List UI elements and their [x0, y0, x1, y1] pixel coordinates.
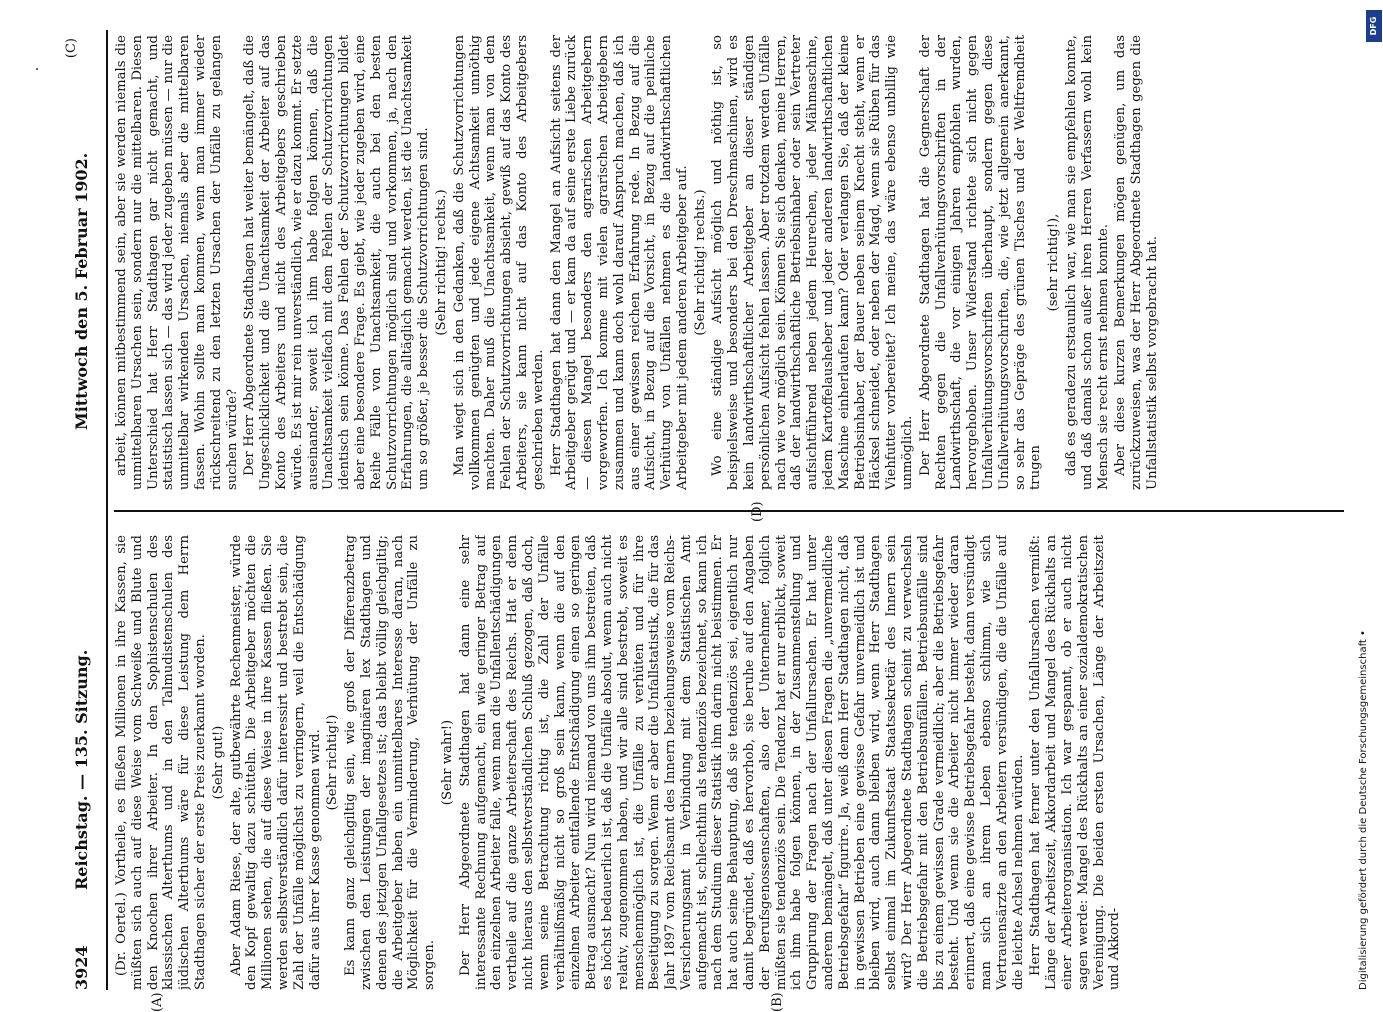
page-header	[60, 30, 106, 990]
session-title: Reichstag. — 135. Sitzung.	[72, 649, 91, 890]
margin-marker-c: (C)	[64, 38, 79, 59]
paragraph: Der Herr Abgeordnete Stadthagen hat die Gegnerschaft der Rechten gegen die Unfallverhütungsvorschriften in der Landwirthschaft, die vor einigen Jahren empfohlen wurden, hervorgehoben. Unser Widerstand richtete sich nicht gegen Unfallverhütungsvorschriften überhaupt, sondern gegen diese Unfallverhütungsvorschriften, die, wie jetzt allgemein anerkannt, so sehr das Gepräge des grünen Tisches und der Weltfremdheit trugen	[917, 35, 1044, 490]
dfg-logo	[1366, 10, 1382, 42]
paragraph: Der Herr Abgeordnete Stadthagen hat weiter bemängelt, daß die Ungeschicklichkeit und die Unachtsamkeit der Arbeiter auf das Konto des Arbeiters und nicht des Arbeitgebers geschrieben würde. Es ist mir rein unverständlich, wie er dazu kommt. Er setzte auseinander, soweit ich ihm habe folgen können, daß die Unachtsamkeit vielfach mit dem Fehlen der Schutzvorrichtungen identisch sein könne. Das Fehlen der Schutzvorrichtungen bildet aber eine besondere Frage. Es giebt, wie jeder zugeben wird, eine Reihe Fälle von Unachtsamkeit, die auch bei den besten Schutzvorrichtungen möglich sind und vorkommen, ja, nach den Erfahrungen, die alltäglich gemacht werden, ist die Unachtsamkeit um so größer, je besser die Schutzvorrichtungen sind.	[242, 35, 432, 490]
paragraph: Es kann ganz gleichgiltig sein, wie groß der Differenzbetrag zwischen den Leistungen der imaginären lex Stadthagen und denen des jetzigen Unfallgesetzes ist; das bleibt völlig gleichgiltig; die Arbeitgeber haben ein unmittelbares Interesse daran, nach Möglichkeit für die Verminderung, Verhütung der Unfälle zu sorgen.	[343, 535, 438, 990]
paragraph: daß es geradezu erstaunlich war, wie man sie empfehlen konnte, und daß damals schon außer ihren Herren Verfassern wohl kein Mensch sie recht ernst nehmen konnte.	[1064, 35, 1111, 490]
dfg-logo-text: DFG	[1369, 16, 1378, 36]
session-date: Mittwoch den 5. Februar 1902.	[72, 152, 91, 430]
page-number: 3924	[72, 945, 91, 990]
margin-marker-b: (B)	[770, 992, 785, 1012]
paragraph: (Dr. Oertel.) Vortheile, es fließen Millionen in ihre Kassen, sie müßten sich auch auf diese Weise vom Schweiße und Blute und den Knochen ihrer Arbeiter. In den Sophistenschulen des klassischen Alterthums und in den Talmudistenschulen des jüdischen Alterthums wäre für diese Leistung dem Herrn Stadthagen sicher der erste Preis zuerkannt worden.	[114, 535, 208, 990]
scan-speck	[36, 68, 38, 70]
paragraph: arbeit, können mitbestimmend sein, aber sie werden niemals die unmittelbaren Ursachen sein, sondern nur die mittelbaren. Diesen Unterschied hat Herr Stadthagen gar nicht gemacht, und statistisch lassen sich — das wird jeder zugeben müssen — nur die unmittelbar wirkenden Ursachen, niemals aber die mittelbaren fassen. Wohin sollte man kommen, wenn man immer wieder rückschreitend zu den letzten Ursachen der Unfälle zu gelangen suchen würde?	[114, 35, 240, 490]
left-column	[114, 535, 1344, 990]
paragraph: Man wiegt sich in den Gedanken, daß die Schutzvorrichtungen vollkommen genügten und jede eigene Achtsamkeit unnöthig machten. Daher muß die Unachtsamkeit, wenn man von dem Fehlen der Schutzvorrichtungen absieht, gewiß auf das Konto des Arbeiters, sie kann nicht auf das Konto des Arbeitgebers geschrieben werden.	[451, 35, 546, 490]
paragraph: Wo eine ständige Aufsicht möglich und nöthig ist, so beispielsweise und besonders bei den Dreschmaschinen, wird es kein landwirthschaftlicher Arbeitgeber an dieser ständigen persönlichen Aufsicht fehlen lassen. Aber trotzdem werden Unfälle nach wie vor möglich sein. Können Sie sich denken, meine Herren, daß der landwirthschaftliche Betriebsinhaber oder sein Vertreter aufsichtführend neben jedem Heurechen, jeder Mähmaschine, jedem Kartoffelausheber und jeder anderen landwirthschaftlichen Maschine einherlaufen kann? Oder verlangen Sie, daß der kleine Betriebsinhaber, der Bauer neben seinem Knecht steht, wenn er Häcksel schneidet, oder neben der Magd, wenn sie Rüben für das Viehfutter vorbereitet? Ich meine, das wäre ebenso unbillig wie unmöglich.	[710, 35, 916, 490]
paragraph: Aber diese kurzen Bemerkungen mögen genügen, um das zurückzuweisen, was der Herr Abgeordnete Stadthagen gegen die Unfallstatistik selbst vorgebracht hat.	[1113, 35, 1160, 490]
interjection: (Sehr wahr!)	[439, 719, 455, 806]
paragraph: Herr Stadthagen hat dann den Mangel an Aufsicht seitens der Arbeitgeber gerügt und — er kam da auf seine erste Liebe zurück — diesen Mangel besonders den agrarischen Arbeitgebern vorgeworfen. Ich komme mit vielen agrarischen Arbeitgebern zusammen und kann doch wohl darauf Anspruch machen, daß ich aus einer gewissen reichen Erfahrung rede. In Bezug auf die Aufsicht, in Bezug auf die Vorsicht, in Bezug auf die peinliche Verhütung von Unfällen nehmen es die landwirthschaftlichen Arbeitgeber mit jedem anderen Arbeitgeber auf.	[548, 35, 690, 490]
header-rule	[106, 30, 108, 990]
interjection: (Sehr richtig!)	[325, 714, 341, 811]
right-column	[114, 35, 1344, 490]
interjection: (sehr richtig!),	[1046, 213, 1062, 312]
rotated-scan-page	[60, 30, 1360, 1012]
digitization-credit	[1352, 10, 1376, 990]
paragraph: Der Herr Abgeordnete Stadthagen hat dann eine sehr interessante Rechnung aufgemacht, ein wie geringer Betrag auf den einzelnen Arbeiter falle, wenn man die Unfallentschädigungen vertheile auf die ganze Arbeiterschaft des Reichs. Hat er denn nicht hieraus den selbstverständlichen Schluß gezogen, daß doch, wenn seine Betrachtung richtig ist, die Zahl der Unfälle verhältnißmäßig nicht so groß sein kann, wenn die auf den einzelnen Arbeiter entfallende Entschädigung einen so geringen Betrag ausmacht? Nun wird niemand von uns ihm bestreiten, daß es höchst bedauerlich ist, daß die Unfälle absolut, wenn auch nicht relativ, zugenommen haben, und wir alle sind bestrebt, soweit es menschenmöglich ist, die Unfälle zu verhüten und für ihre Beseitigung zu sorgen. Wenn er aber die Unfallstatistik, die für das Jahr 1897 vom Reichsamt des Innern beziehungsweise vom Reichs-Versicherungsamt in Verbindung mit dem Statistischen Amt aufgemacht ist, schlechthin als tendenziös bezeichnet, so kann ich nach dem Studium dieser Statistik ihm darin nicht beistimmen. Er hat auch seine Behauptung, daß sie tendenziös sei, eigentlich nur damit begründet, daß es hervorhob, sie beruhe auf den Angaben der Berufsgenossenschaften, also der Unternehmer, folglich müßten sie tendenziös sein. Die Tendenz hat er nur erblickt, soweit ich ihm habe folgen können, in der Zusammenstellung und Gruppirung der Fragen nach der Unfallursachen. Er hat unter anderem bemängelt, daß unter diesen Fragen die „unvermeidliche Betriebsgefahr“ figurire. Ja, weiß denn Herr Stadthagen nicht, daß in gewissen Betrieben eine gewisse Gefahr unvermeidlich ist und bleiben wird, auch dann bleiben wird, wenn Herr Stadthagen selbst einmal im Zukunftsstaat Staatssekretär des Innern sein wird? Der Herr Abgeordnete Stadthagen scheint zu verwechseln die Betriebsgefahr mit den Betriebsunfällen. Betriebsunfälle sind bis zu einem gewissen Grade vermeidlich; aber die Betriebsgefahr besteht. Und wenn sie die Arbeiter nicht immer wieder daran erinnert, daß eine gewisse Betriebsgefahr besteht, dann versündigt man sich an ihrem Leben ebenso schlimm, wie sich Vertrauensärzte an den Arbeitern versündigen, die die Unfälle auf die leichte Achsel nehmen würden.	[457, 535, 1026, 990]
credit-text: Digitalisierung gefördert durch die Deutsche Forschungsgemeinschaft •	[1358, 630, 1369, 990]
margin-marker-a: (A)	[150, 992, 165, 1012]
column-divider	[114, 510, 1344, 512]
interjection: (Sehr richtig! rechts.)	[433, 189, 449, 336]
paragraph: Herr Stadthagen hat ferner unter den Unfallursachen vermißt: Länge der Arbeitszeit, Akkordarbeit und Mangel des Rückhalts an einer Arbeiterorganisation. Ich war gespannt, ob er auch nicht sagen werde: Mangel des Rückhalts an einer sozialdemokratischen Vereinigung. Die beiden ersten Ursachen, Länge der Arbeitszeit und Akkord-	[1028, 535, 1123, 990]
interjection: (Sehr richtig! rechts.)	[692, 189, 708, 336]
interjection: (Sehr gut!)	[210, 725, 226, 800]
paragraph: Aber Adam Riese, der alte, gutbewährte Rechenmeister, würde den Kopf gewaltig dazu schütteln. Die Arbeitgeber möchten die Millionen sehen, die auf diese Weise in ihre Kassen fließen. Sie werden selbstverständlich dafür interessirt und bestrebt sein, die Zahl der Unfälle möglichst zu verringern, weil die Entschädigung dafür aus ihrer Kasse genommen wird.	[228, 535, 323, 990]
